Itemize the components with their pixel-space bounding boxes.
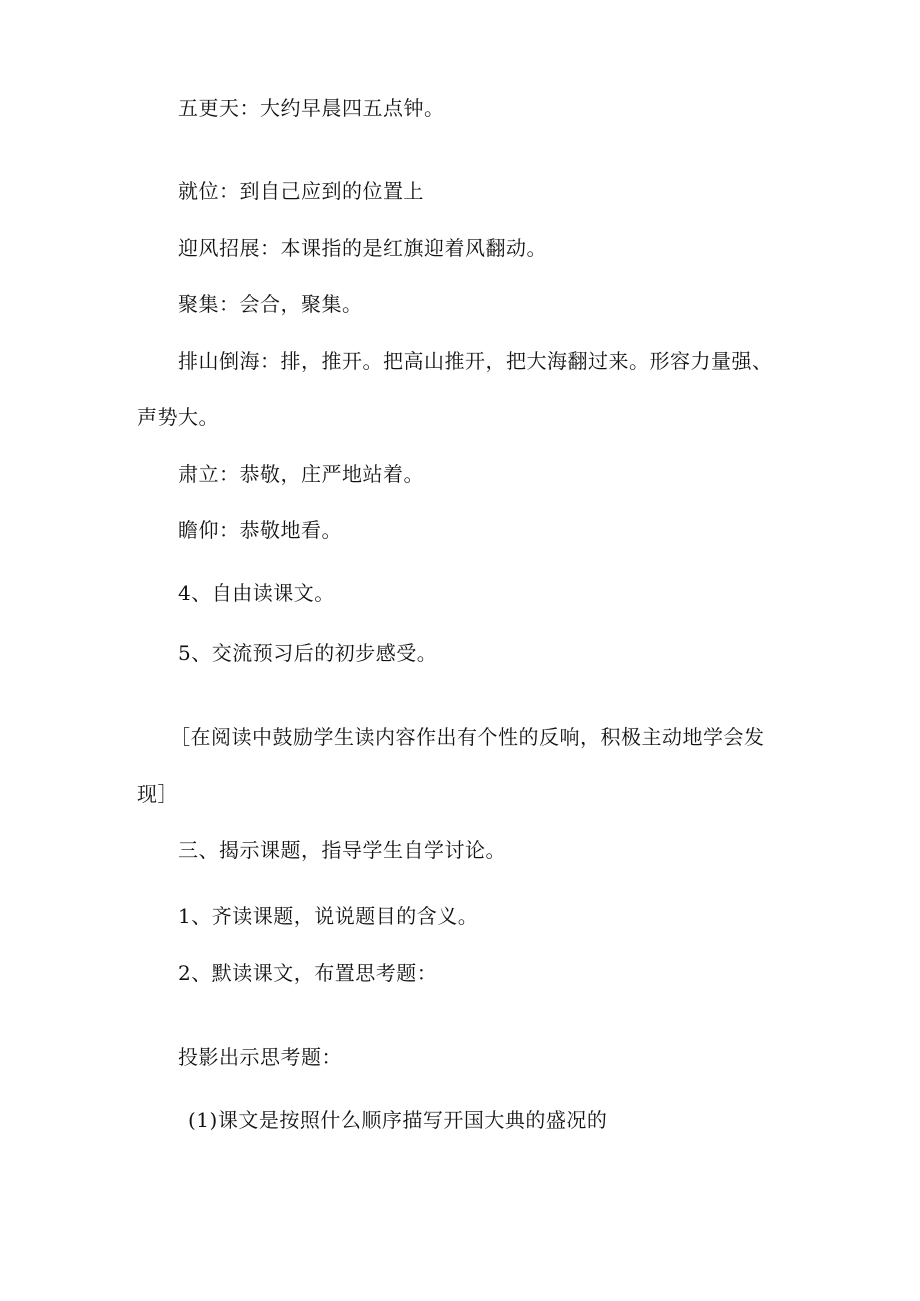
text-line: 2、默读课文，布置思考题： — [178, 961, 438, 985]
text-line: 声势大。 — [137, 405, 219, 429]
text-line: 排山倒海：排，推开。把高山推开，把大海翻过来。形容力量强、 — [178, 349, 773, 373]
text-line: 投影出示思考题： — [178, 1045, 342, 1069]
text-line: 三、揭示课题，指导学生自学讨论。 — [178, 838, 506, 862]
text-line: (1)课文是按照什么顺序描写开国大典的盛况的 — [188, 1108, 608, 1132]
text-line: 五更天：大约早晨四五点钟。 — [178, 96, 445, 120]
text-line: 现］ — [137, 782, 178, 806]
text-line: 5、交流预习后的初步感受。 — [178, 641, 438, 665]
text-line: 迎风招展：本课指的是红旗迎着风翻动。 — [178, 236, 547, 260]
text-line: 聚集：会合，聚集。 — [178, 292, 363, 316]
text-line: 就位：到自己应到的位置上 — [178, 179, 424, 203]
text-line: 1、齐读课题，说说题目的含义。 — [178, 904, 479, 928]
text-line: 肃立：恭敬，庄严地站着。 — [178, 462, 424, 486]
text-line: 瞻仰：恭敬地看。 — [178, 518, 342, 542]
text-line: 4、自由读课文。 — [178, 581, 335, 605]
text-line: ［在阅读中鼓励学生读内容作出有个性的反响，积极主动地学会发 — [170, 725, 765, 749]
